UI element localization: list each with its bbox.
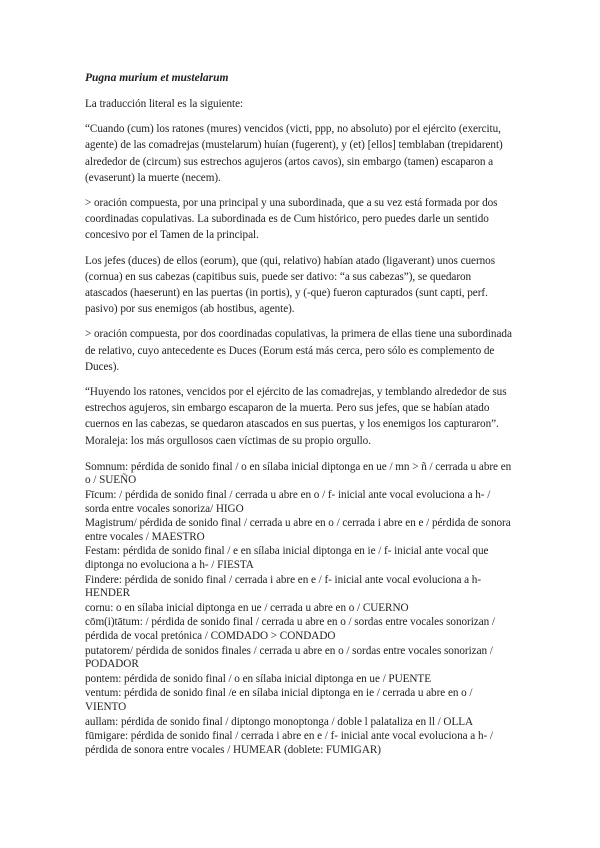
list-item: fūmigare: pérdida de sonido final / cerrada i abre en e / f- inicial ante vocal evoluciona a h- / pérdida de sonora entre vocales / HUMEAR (doblete: FUMIGAR) [85, 730, 493, 756]
list-item: Fīcum: / pérdida de sonido final / cerrada u abre en o / f- inicial ante vocal evoluciona a h- / sorda entre vocales sonoriza/ HIGO [85, 489, 491, 515]
list-item: aullam: pérdida de sonido final / diptongo monoptonga / doble l palataliza en ll / OLLA [85, 715, 474, 728]
paragraph-analysis-1: > oración compuesta, por una principal y una subordinada, que a su vez está formada por dos coordinadas copulativas. La subordinada es de Cum histórico, pero puedes darle un sentido concesivo por el Tamen de la principal. [85, 197, 498, 242]
paragraph-translation-1: “Cuando (cum) los ratones (mures) vencidos (victi, ppp, no absoluto) por el ejército (exercitu, agente) de las comadrejas (mustelarum) huían (fugerent), y (et) [ellos] temblaban (trepidarent) alrededor de (circum) sus estrechos agujeros (artos cavos), sin embargo (tamen) escaparon a (evaserunt) la muerte (necem). [85, 123, 503, 184]
etymology-list [85, 461, 516, 757]
list-item: Somnum: pérdida de sonido final / o en sílaba inicial diptonga en ue / mn > ñ / cerrada u abre en o / SUEÑO [85, 460, 512, 487]
document-title: Pugna murium et mustelarum [85, 72, 229, 84]
list-item: pontem: pérdida de sonido final / o en sílaba inicial diptonga en ue / PUENTE [85, 672, 431, 685]
list-item: putatorem/ pérdida de sonidos finales / cerrada u abre en o / sordas entre vocales sonorizan / PODADOR [85, 644, 493, 671]
body-paragraphs [85, 96, 516, 449]
paragraph-intro: La traducción literal es la siguiente: [85, 98, 244, 110]
paragraph-free-translation: “Huyendo los ratones, vencidos por el ejército de las comadrejas, y temblando alrededor de sus estrechos agujeros, sin embargo escaparon de la muerta. Pero sus jefes, que se habían atado cuernos en las cabezas, se quedaron atascados en sus puertas, y los enemigos los capturaron”. Moraleja: los más orgullosos caen víctimas de su propio orgullo. [85, 386, 507, 447]
paragraph-translation-2: Los jefes (duces) de ellos (eorum), que (qui, relativo) habían atado (ligaverant) unos cuernos (cornua) en sus cabezas (capitibus suis, puede ser dativo: “a sus cabezas”), se quedaron atascados (haeserunt) en las puertas (in portis), y (-que) fueron capturados (sunt capti, perf. pasivo) por sus enemigos (ab hostibus, agente). [85, 254, 496, 316]
list-item: Findere: pérdida de sonido final / cerrada i abre en e / f- inicial ante vocal evoluciona a h- HENDER [85, 573, 482, 600]
list-item: Magistrum/ pérdida de sonido final / cerrada u abre en o / cerrada i abre en e / pérdida de sonora entre vocales / MAESTRO [85, 517, 511, 543]
paragraph-analysis-2: > oración compuesta, por dos coordinadas copulativas, la primera de ellas tiene una subordinada de relativo, cuyo antecedente es Duces (Eorum está más cerca, pero sólo es complemento de Duces). [85, 328, 512, 373]
list-item: Festam: pérdida de sonido final / e en sílaba inicial diptonga en ie / f- inicial ante vocal que diptonga no evoluciona a h- / FIESTA [85, 545, 489, 572]
list-item: cornu: o en sílaba inicial diptonga en ue / cerrada u abre en o / CUERNO [85, 601, 409, 614]
list-item: cōm(i)tātum: / pérdida de sonido final / cerrada u abre en o / sordas entre vocales sonorizan / pérdida de vocal pretónica / COMDADO > CONDADO [85, 616, 495, 642]
list-item: ventum: pérdida de sonido final /e en sílaba inicial diptonga en ie / cerrada u abre en o / VIENTO [85, 687, 473, 713]
